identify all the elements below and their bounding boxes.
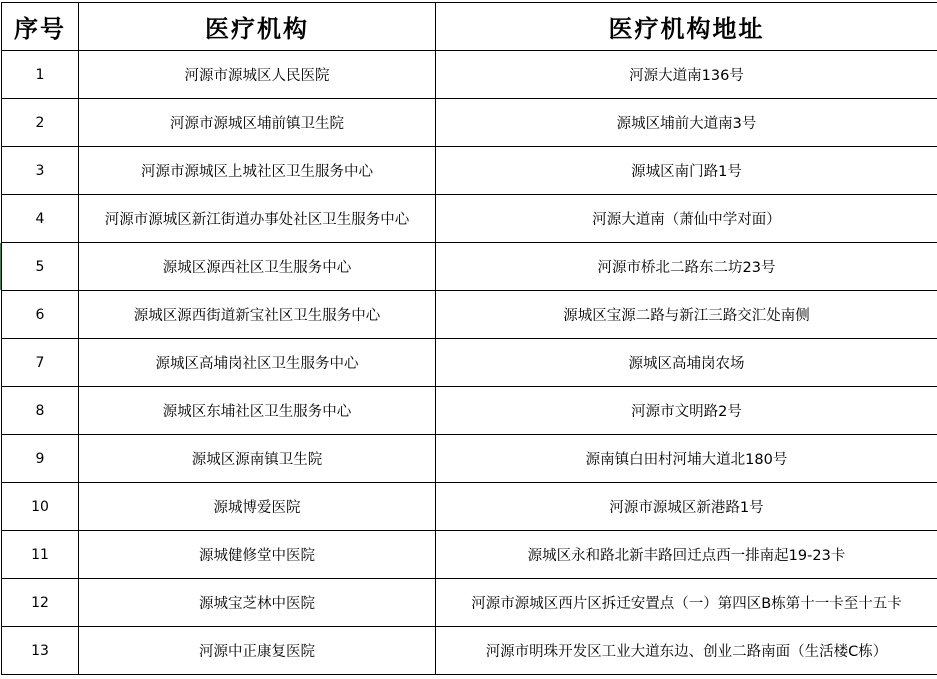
cell-address[interactable]: 河源市源城区新港路1号 <box>436 483 937 531</box>
cell-address[interactable]: 源城区埔前大道南3号 <box>436 99 937 147</box>
table-body <box>2 51 937 675</box>
cell-index[interactable]: 6 <box>2 291 79 339</box>
table-row <box>2 579 937 627</box>
cell-institution[interactable]: 源城区高埔岗社区卫生服务中心 <box>79 339 436 387</box>
cell-address[interactable]: 河源市源城区西片区拆迁安置点（一）第四区B栋第十一卡至十五卡 <box>436 579 937 627</box>
cell-address[interactable]: 源城区高埔岗农场 <box>436 339 937 387</box>
table-row <box>2 483 937 531</box>
cell-address[interactable]: 源城区宝源二路与新江三路交汇处南侧 <box>436 291 937 339</box>
table-row <box>2 99 937 147</box>
cell-index[interactable]: 3 <box>2 147 79 195</box>
cell-index[interactable]: 2 <box>2 99 79 147</box>
cell-address[interactable]: 河源大道南（萧仙中学对面） <box>436 195 937 243</box>
table-row <box>2 51 937 99</box>
header-address[interactable]: 医疗机构地址 <box>436 3 937 51</box>
cell-address[interactable]: 河源市文明路2号 <box>436 387 937 435</box>
table-row <box>2 627 937 675</box>
cell-index[interactable]: 5 <box>2 243 79 291</box>
cell-institution[interactable]: 河源市源城区上城社区卫生服务中心 <box>79 147 436 195</box>
medical-institutions-table <box>1 2 937 675</box>
cell-institution[interactable]: 源城区源西街道新宝社区卫生服务中心 <box>79 291 436 339</box>
cell-institution[interactable]: 源城宝芝林中医院 <box>79 579 436 627</box>
cell-address[interactable]: 河源市桥北二路东二坊23号 <box>436 243 937 291</box>
table-row <box>2 147 937 195</box>
table-row <box>2 387 937 435</box>
cell-index[interactable]: 12 <box>2 579 79 627</box>
cell-institution[interactable]: 源城博爱医院 <box>79 483 436 531</box>
cell-address[interactable]: 源南镇白田村河埔大道北180号 <box>436 435 937 483</box>
header-institution[interactable]: 医疗机构 <box>79 3 436 51</box>
cell-address[interactable]: 河源市明珠开发区工业大道东边、创业二路南面（生活楼C栋） <box>436 627 937 675</box>
cell-address[interactable]: 河源大道南136号 <box>436 51 937 99</box>
cell-institution[interactable]: 河源市源城区新江街道办事处社区卫生服务中心 <box>79 195 436 243</box>
cell-index[interactable]: 11 <box>2 531 79 579</box>
cell-index[interactable]: 8 <box>2 387 79 435</box>
table-row <box>2 531 937 579</box>
table-row <box>2 195 937 243</box>
table-row <box>2 435 937 483</box>
cell-institution[interactable]: 源城健修堂中医院 <box>79 531 436 579</box>
table-row <box>2 291 937 339</box>
header-row <box>2 3 937 51</box>
table-row <box>2 243 937 291</box>
cell-address[interactable]: 源城区南门路1号 <box>436 147 937 195</box>
cell-institution[interactable]: 河源中正康复医院 <box>79 627 436 675</box>
cell-index[interactable]: 7 <box>2 339 79 387</box>
cell-institution[interactable]: 河源市源城区人民医院 <box>79 51 436 99</box>
cell-index[interactable]: 1 <box>2 51 79 99</box>
header-index[interactable]: 序号 <box>2 3 79 51</box>
cell-institution[interactable]: 源城区东埔社区卫生服务中心 <box>79 387 436 435</box>
cell-institution[interactable]: 源城区源西社区卫生服务中心 <box>79 243 436 291</box>
table-row <box>2 339 937 387</box>
cell-address[interactable]: 源城区永和路北新丰路回迁点西一排南起19-23卡 <box>436 531 937 579</box>
cell-institution[interactable]: 河源市源城区埔前镇卫生院 <box>79 99 436 147</box>
cell-index[interactable]: 10 <box>2 483 79 531</box>
cell-institution[interactable]: 源城区源南镇卫生院 <box>79 435 436 483</box>
cell-index[interactable]: 13 <box>2 627 79 675</box>
cell-index[interactable]: 4 <box>2 195 79 243</box>
cell-index[interactable]: 9 <box>2 435 79 483</box>
